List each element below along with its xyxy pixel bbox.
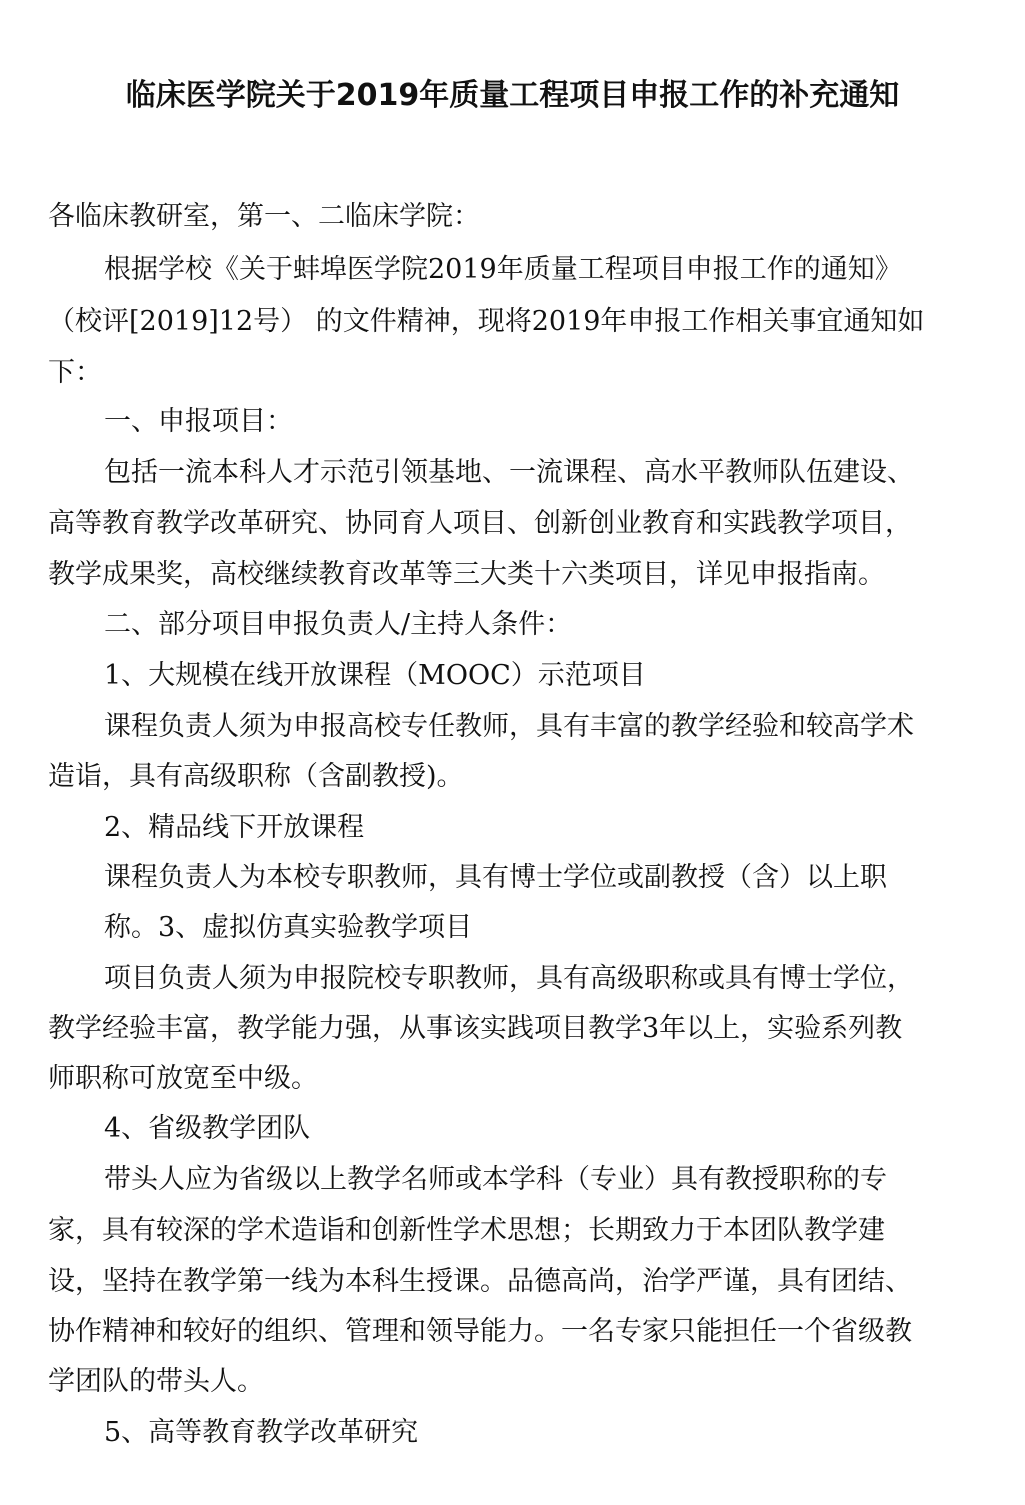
item-heading: 1、大规模在线开放课程（MOOC）示范项目 — [104, 660, 646, 691]
item-heading: 5、高等教育教学改革研究 — [104, 1417, 419, 1448]
document-title: 临床医学院关于2019年质量工程项目申报工作的补充通知 — [125, 78, 900, 113]
body-line: 根据学校《关于蚌埠医学院2019年质量工程项目申报工作的通知》 — [104, 254, 902, 285]
section-heading: 二、部分项目申报负责人/主持人条件： — [104, 609, 573, 640]
body-line: 项目负责人须为申报院校专职教师，具有高级职称或具有博士学位， — [104, 963, 914, 994]
body-line: 课程负责人须为申报高校专任教师，具有丰富的教学经验和较高学术 — [104, 711, 914, 742]
body-line: 师职称可放宽至中级。 — [48, 1063, 318, 1094]
body-line: 学团队的带头人。 — [48, 1366, 264, 1397]
body-line: 下： — [48, 357, 102, 388]
body-line: 称。3、虚拟仿真实验教学项目 — [104, 912, 473, 943]
item-heading: 4、省级教学团队 — [104, 1113, 311, 1144]
body-line: 教学经验丰富，教学能力强，从事该实践项目教学3年以上，实验系列教 — [48, 1013, 903, 1044]
body-line: （校评[2019]12号） 的文件精神，现将2019年申报工作相关事宜通知如 — [48, 306, 925, 337]
body-line: 高等教育教学改革研究、协同育人项目、创新创业教育和实践教学项目， — [48, 508, 912, 539]
section-heading: 一、申报项目： — [104, 406, 293, 437]
body-line: 协作精神和较好的组织、管理和领导能力。一名专家只能担任一个省级教 — [48, 1316, 912, 1347]
body-line: 包括一流本科人才示范引领基地、一流课程、高水平教师队伍建设、 — [104, 457, 914, 488]
body-line: 家，具有较深的学术造诣和创新性学术思想；长期致力于本团队教学建 — [48, 1215, 885, 1246]
body-line: 造诣，具有高级职称（含副教授)。 — [48, 761, 464, 792]
body-line: 带头人应为省级以上教学名师或本学科（专业）具有教授职称的专 — [104, 1164, 887, 1195]
body-line: 课程负责人为本校专职教师，具有博士学位或副教授（含）以上职 — [104, 862, 887, 893]
item-heading: 2、精品线下开放课程 — [104, 812, 365, 843]
salutation-line: 各临床教研室，第一、二临床学院： — [48, 201, 480, 232]
body-line: 设，坚持在教学第一线为本科生授课。品德高尚，治学严谨，具有团结、 — [48, 1266, 912, 1297]
body-line: 教学成果奖，高校继续教育改革等三大类十六类项目，详见申报指南。 — [48, 559, 885, 590]
